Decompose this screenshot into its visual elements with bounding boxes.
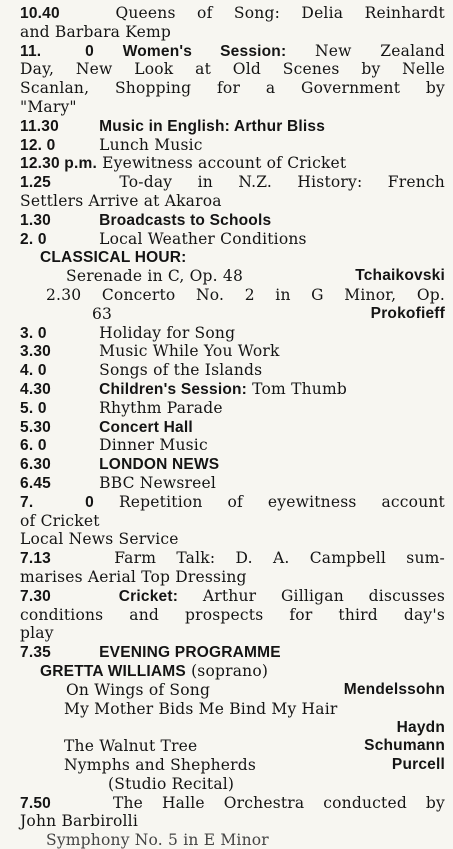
programme-line — [20, 418, 445, 436]
programme-line — [20, 154, 445, 172]
programme-text: Dinner Music — [99, 436, 208, 455]
programme-line — [20, 606, 445, 624]
programme-line — [20, 756, 445, 774]
programme-text: (Studio Recital) — [108, 774, 235, 793]
programme-text: Holiday for Song — [99, 323, 236, 342]
programme-text: To-day in N.Z. History: French — [119, 173, 445, 192]
programme-text: Songs of the Islands — [99, 361, 263, 380]
programme-text: 63 — [92, 304, 113, 323]
session-title: GRETTA WILLIAMS — [40, 663, 186, 680]
programme-line — [20, 342, 445, 360]
time-label: 10.40 — [20, 5, 60, 22]
programme-line — [20, 305, 445, 323]
composer-name: Prokofieff — [370, 304, 445, 322]
composer-name: Schumann — [364, 737, 445, 755]
time-label: 11.30 — [20, 117, 59, 135]
programme-text: The Halle Orchestra conducted by — [112, 793, 445, 812]
time-label: 6.30 — [20, 456, 51, 474]
time-label: 11. 0 — [20, 42, 94, 60]
time-label: 7.35 — [20, 644, 51, 662]
programme-line — [20, 775, 445, 793]
programme-text: Farm Talk: D. A. Campbell sum- — [114, 549, 445, 568]
programme-line — [20, 211, 445, 229]
programme-line — [20, 361, 445, 379]
time-label: 5. 0 — [20, 399, 47, 417]
programme-line — [20, 192, 445, 210]
time-label: 12. 0 — [20, 136, 56, 154]
time-label: 6.45 — [20, 475, 51, 492]
programme-line — [20, 455, 445, 473]
programme-line — [20, 79, 445, 97]
programme-line — [20, 794, 445, 812]
programme-line — [20, 643, 445, 661]
programme-line — [20, 42, 445, 60]
programme-line — [20, 380, 445, 398]
session-title: Broadcasts to Schools — [99, 211, 272, 229]
time-label: 2. 0 — [20, 230, 47, 248]
programme-text: Eyewitness account of Cricket — [102, 154, 347, 173]
composer-name: Mendelssohn — [343, 680, 445, 698]
programme-text: On Wings of Song — [66, 680, 211, 699]
programme-text: Settlers Arrive at Akaroa — [20, 192, 222, 210]
programme-text: The Walnut Tree — [64, 737, 198, 756]
session-title: EVENING PROGRAMME — [99, 644, 281, 662]
programme-line — [20, 493, 445, 511]
programme-line — [20, 568, 445, 586]
programme-line — [20, 812, 445, 830]
programme-line — [20, 399, 445, 417]
programme-line — [20, 587, 445, 605]
cut-off-line: Symphony No. 5 in E Minor — [46, 831, 269, 849]
programme-line — [20, 173, 445, 191]
programme-line — [20, 248, 445, 266]
time-label: 3.30 — [20, 343, 51, 361]
programme-text: Lunch Music — [99, 135, 203, 154]
programme-text: Scanlan, Shopping for a Government by — [20, 79, 445, 98]
programme-line — [20, 512, 445, 530]
programme-line — [20, 324, 445, 342]
programme-text: (soprano) — [191, 662, 269, 680]
session-title: Concert Hall — [99, 418, 193, 436]
programme-line — [20, 136, 445, 154]
session-title: CLASSICAL HOUR: — [40, 249, 187, 267]
programme-line — [20, 4, 445, 22]
programme-text: play — [20, 624, 54, 643]
programme-line — [20, 60, 445, 78]
time-label: 5.30 — [20, 418, 51, 436]
time-label: 4. 0 — [20, 362, 47, 380]
time-label: 12.30 p.m. — [20, 155, 97, 173]
programme-line — [20, 436, 445, 454]
programme-line — [20, 267, 445, 285]
programme-line — [20, 737, 445, 755]
programme-line — [20, 98, 445, 116]
programme-line — [20, 718, 445, 736]
programme-text: New Zealand — [315, 41, 445, 60]
programme-text: Local News Service — [20, 530, 179, 549]
session-title: Children's Session: — [99, 381, 248, 398]
time-label: 6. 0 — [20, 437, 47, 455]
time-label: 7.30 — [20, 587, 51, 605]
session-title: LONDON NEWS — [99, 456, 220, 474]
programme-text: marises Aerial Top Dressing — [20, 568, 247, 586]
programme-text: Serenade in C, Op. 48 — [66, 267, 244, 286]
programme-line — [20, 474, 445, 492]
composer-name: Tchaikovski — [355, 267, 445, 285]
session-title: Cricket: — [118, 587, 179, 605]
time-label: 7.13 — [20, 550, 51, 568]
programme-text: Day, New Look at Old Scenes by Nelle — [20, 60, 445, 79]
programme-text: conditions and prospects for third day's — [20, 605, 445, 624]
programme-line — [20, 117, 445, 135]
programme-text: Nymphs and Shepherds — [64, 756, 257, 774]
programme-text: Rhythm Parade — [99, 398, 223, 417]
programme-line — [20, 549, 445, 567]
time-label: 3. 0 — [20, 324, 47, 342]
programme-line — [20, 530, 445, 548]
composer-name: Haydn — [396, 719, 445, 737]
programme-text: 2.30 Concerto No. 2 in G Minor, Op. — [46, 286, 445, 304]
time-label: 1.25 — [20, 174, 51, 192]
programme-text: My Mother Bids Me Bind My Hair — [64, 699, 338, 718]
programme-text: Music While You Work — [99, 342, 280, 361]
time-label: 4.30 — [20, 381, 51, 398]
programme-text: Queens of Song: Delia Reinhardt — [115, 4, 445, 22]
programme-line — [20, 624, 445, 642]
session-title: Women's Session: — [122, 42, 287, 60]
programme-text: Repetition of eyewitness account — [118, 492, 445, 511]
time-label: 7.50 — [20, 794, 51, 812]
programme-text: "Mary" — [20, 98, 77, 116]
time-label: 7. 0 — [20, 493, 94, 511]
programme-text: Local Weather Conditions — [99, 229, 307, 248]
programme-text: and Barbara Kemp — [20, 22, 172, 41]
composer-name: Purcell — [391, 756, 445, 773]
session-title: Music in English: Arthur Bliss — [99, 117, 326, 135]
programme-text: Arthur Gilligan discusses — [202, 586, 445, 605]
programme-text: Tom Thumb — [252, 380, 347, 398]
programme-line — [20, 662, 445, 680]
programme-text: John Barbirolli — [20, 812, 138, 831]
programme-line — [20, 23, 445, 41]
programme-line — [20, 230, 445, 248]
programme-text: BBC Newsreel — [99, 474, 217, 492]
time-label: 1.30 — [20, 211, 51, 229]
programme-line — [20, 700, 445, 718]
programme-text: of Cricket — [20, 511, 100, 530]
programme-line — [20, 681, 445, 699]
programme-line — [20, 286, 445, 304]
